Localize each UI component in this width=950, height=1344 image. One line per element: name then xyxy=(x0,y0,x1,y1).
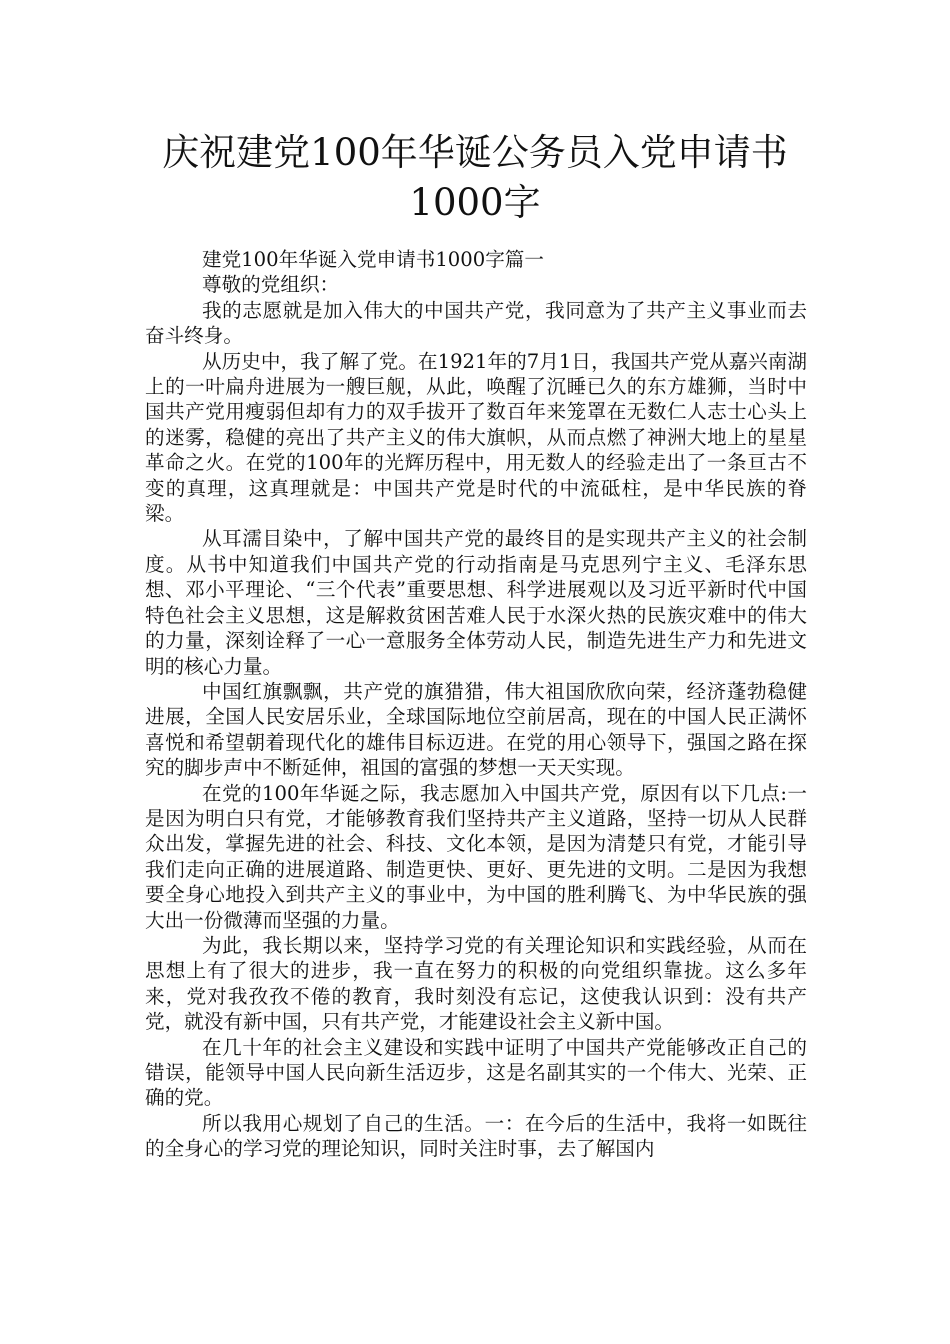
section-heading: 建党100年华诞入党申请书1000字篇一 xyxy=(202,248,544,271)
document-body xyxy=(145,247,807,1162)
paragraph: 中国红旗飘飘，共产党的旗猎猎，伟大祖国欣欣向荣，经济蓬勃稳健进展，全国人民安居乐业，全球国际地位空前居高，现在的中国人民正满怀喜悦和希望朝着现代化的雄伟目标迈进。在党的用心领导下，强国之路在探究的脚步声中不断延伸，祖国的富强的梦想一天天实现。 xyxy=(145,679,807,780)
paragraph: 所以我用心规划了自己的生活。一：在今后的生活中，我将一如既往的全身心的学习党的理论知识，同时关注时事，去了解国内 xyxy=(145,1111,807,1161)
title-line-1: 庆祝建党100年华诞公务员入党申请书 xyxy=(162,131,788,174)
paragraph: 在几十年的社会主义建设和实践中证明了中国共产党能够改正自己的错误，能领导中国人民向新生活迈步，这是名副其实的一个伟大、光荣、正确的党。 xyxy=(145,1035,807,1110)
title-line-2: 1000字 xyxy=(409,181,541,224)
paragraph: 从耳濡目染中，了解中国共产党的最终目的是实现共产主义的社会制度。从书中知道我们中国共产党的行动指南是马克思列宁主义、毛泽东思想、邓小平理论、“三个代表”重要思想、科学进展观以及习近平新时代中国特色社会主义思想，这是解救贫困苦难人民于水深火热的民族灾难中的伟大的力量，深刻诠释了一心一意服务全体劳动人民，制造先进生产力和先进文明的核心力量。 xyxy=(145,527,807,678)
paragraph: 在党的100年华诞之际，我志愿加入中国共产党，原因有以下几点:一是因为明白只有党，才能够教育我们坚持共产主义道路，坚持一切从人民群众出发，掌握先进的社会、科技、文化本领，是因为清楚只有党，才能引导我们走向正确的进展道路、制造更快、更好、更先进的文明。二是因为我想要全身心地投入到共产主义的事业中，为中国的胜利腾飞、为中华民族的强大出一份微薄而坚强的力量。 xyxy=(145,781,807,932)
salutation: 尊敬的党组织： xyxy=(202,273,340,297)
paragraph: 为此，我长期以来，坚持学习党的有关理论知识和实践经验，从而在思想上有了很大的进步，我一直在努力的积极的向党组织靠拢。这么多年来，党对我孜孜不倦的教育，我时刻没有忘记，这使我认识到：没有共产党，就没有新中国，只有共产党，才能建设社会主义新中国。 xyxy=(145,933,807,1034)
paragraph: 从历史中，我了解了党。在1921年的7月1日，我国共产党从嘉兴南湖上的一叶扁舟进展为一艘巨舰，从此，唤醒了沉睡已久的东方雄狮，当时中国共产党用瘦弱但却有力的双手拔开了数百年来笼罩在无数仁人志士心头上的迷雾，稳健的亮出了共产主义的伟大旗帜，从而点燃了神洲大地上的星星革命之火。在党的100年的光辉历程中，用无数人的经验走出了一条亘古不变的真理，这真理就是：中国共产党是时代的中流砥柱，是中华民族的脊梁。 xyxy=(145,349,807,526)
document-title xyxy=(100,128,850,228)
paragraph: 我的志愿就是加入伟大的中国共产党，我同意为了共产主义事业而去奋斗终身。 xyxy=(145,298,807,348)
